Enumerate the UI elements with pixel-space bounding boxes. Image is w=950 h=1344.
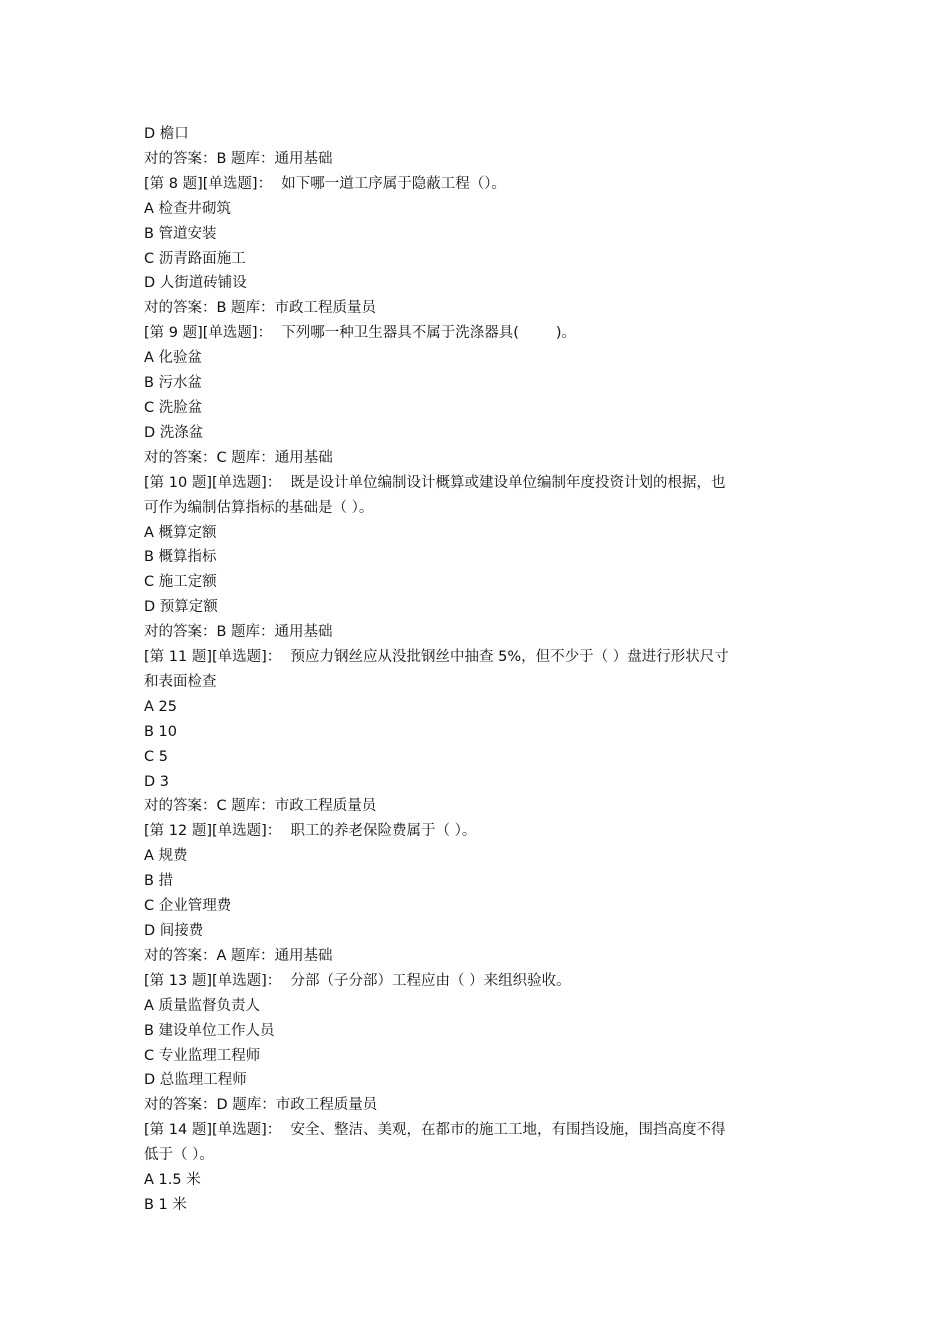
answer-line: 对的答案：D 题库：市政工程质量员 [144, 1097, 378, 1114]
option-line: D 总监理工程师 [144, 1072, 247, 1089]
option-line: C 企业管理费 [144, 898, 232, 915]
option-line: A 1.5 米 [144, 1172, 201, 1189]
option-line: D 间接费 [144, 923, 204, 939]
answer-line: 对的答案：C 题库：市政工程质量员 [144, 798, 377, 815]
option-line: C 洗脸盆 [144, 399, 203, 416]
answer-line: 对的答案：B 题库：通用基础 [144, 624, 333, 641]
question-line: [第 9 题][单选题]： 下列哪一种卫生器具不属于洗涤器具( )。 [144, 325, 576, 342]
question-line-continued: 和表面检查 [144, 673, 217, 690]
option-line: B 管道安装 [144, 225, 217, 242]
question-line: [第 14 题][单选题]： 安全、整洁、美观，在都市的施工工地，有围挡设施，围挡高度不得 [144, 1122, 726, 1139]
document-page [144, 122, 814, 1218]
answer-line: 对的答案：B 题库：市政工程质量员 [144, 300, 377, 317]
option-line: B 10 [144, 723, 178, 740]
option-line: D 洗涤盆 [144, 424, 204, 441]
question-line: [第 11 题][单选题]： 预应力钢丝应从没批钢丝中抽查 5%，但不少于（ ）盘进行形状尺寸 [144, 649, 729, 666]
option-line: B 1 米 [144, 1196, 187, 1213]
option-line: D 预算定额 [144, 599, 218, 616]
option-line: B 污水盆 [144, 375, 203, 392]
option-line: B 建设单位工作人员 [144, 1022, 275, 1039]
question-line: [第 8 题][单选题]： 如下哪一道工序属于隐蔽工程（）。 [144, 175, 507, 192]
option-line: A 质量监督负责人 [144, 997, 261, 1014]
option-line: D 3 [144, 773, 169, 790]
option-line: A 规费 [144, 848, 188, 865]
option-line: D 檐口 [144, 126, 189, 142]
option-line: C 5 [144, 748, 168, 765]
question-line: [第 13 题][单选题]： 分部（子分部）工程应由（ ）来组织验收。 [144, 972, 571, 989]
answer-line: 对的答案：A 题库：通用基础 [144, 947, 333, 964]
question-line: [第 10 题][单选题]： 既是设计单位编制设计概算或建设单位编制年度投资计划的根据，也 [144, 474, 726, 491]
option-line: C 沥青路面施工 [144, 250, 246, 267]
option-line: A 概算定额 [144, 524, 217, 541]
question-line-continued: 可作为编制估算指标的基础是（ ）。 [144, 499, 374, 516]
option-line: A 化验盆 [144, 350, 203, 367]
option-line: C 专业监理工程师 [144, 1047, 261, 1064]
option-line: A 检查井砌筑 [144, 200, 232, 217]
option-line: B 概算指标 [144, 549, 217, 566]
answer-line: 对的答案：C 题库：通用基础 [144, 449, 333, 466]
question-line-continued: 低于（ ）。 [144, 1147, 214, 1164]
option-line: D 人街道砖铺设 [144, 275, 247, 292]
question-line: [第 12 题][单选题]： 职工的养老保险费属于（ ）。 [144, 823, 477, 840]
option-line: B 措 [144, 873, 174, 890]
option-line: C 施工定额 [144, 574, 217, 591]
option-line: A 25 [144, 698, 177, 715]
answer-line: 对的答案：B 题库：通用基础 [144, 150, 333, 167]
